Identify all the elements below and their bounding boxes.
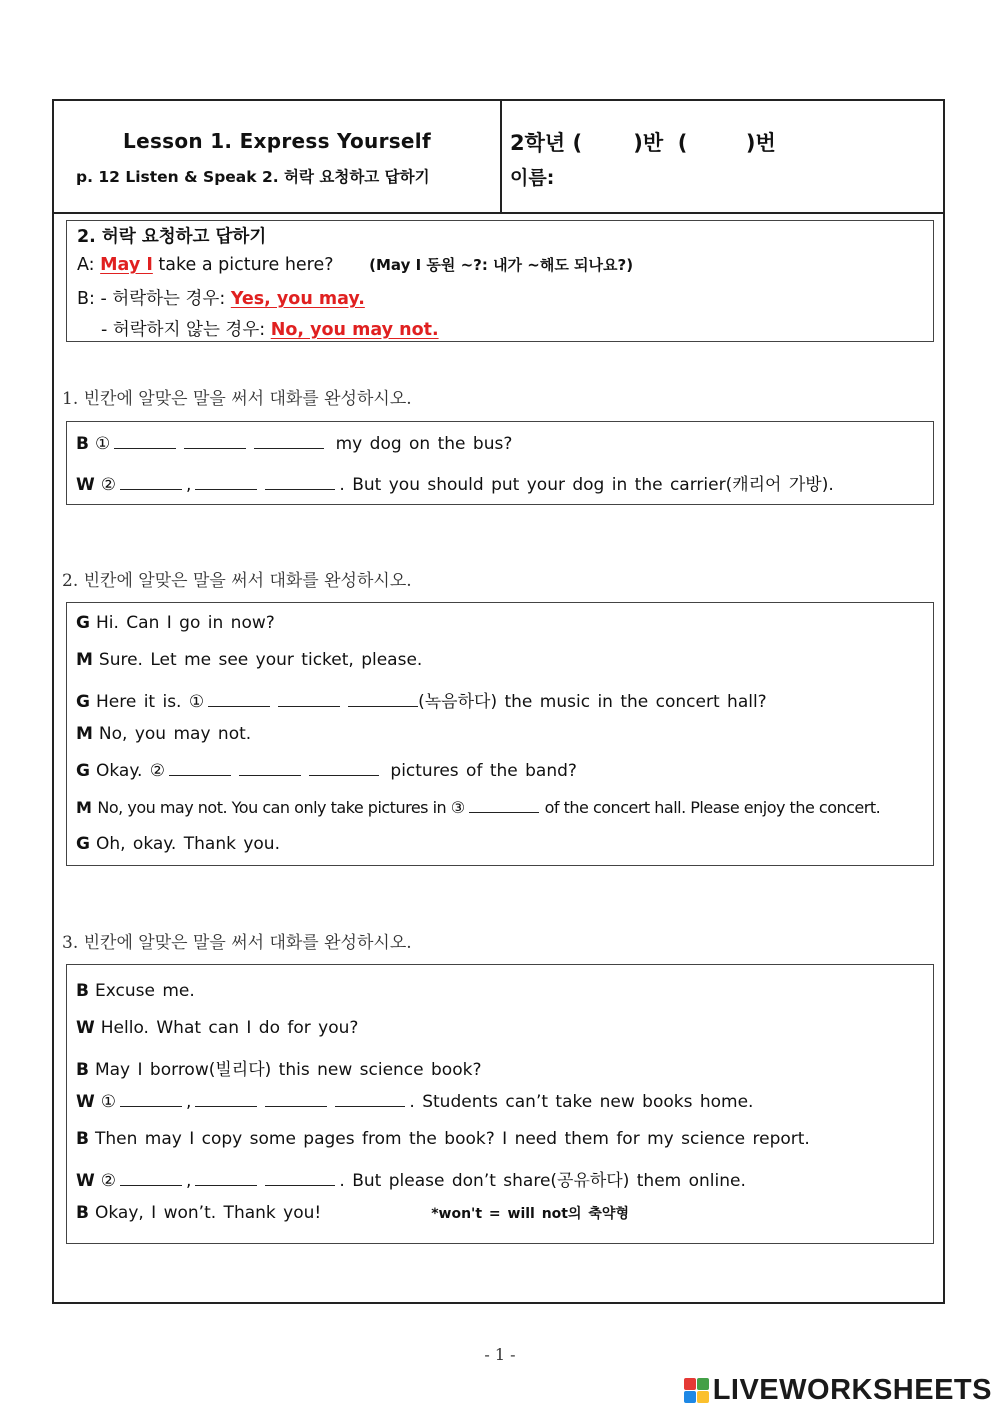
q2-line-5 xyxy=(76,761,577,781)
q2-line-3 xyxy=(76,687,767,712)
worksheet-header xyxy=(54,101,943,214)
speaker-label: B xyxy=(76,1129,89,1149)
logo-square xyxy=(684,1378,696,1390)
q3-line-3 xyxy=(76,1055,481,1080)
answer-blank[interactable] xyxy=(195,1171,257,1186)
q2-line-4 xyxy=(76,724,251,744)
q3-line-7 xyxy=(76,1203,629,1223)
q1-line-1-text: my dog on the bus? xyxy=(335,434,513,454)
info-title: 2. 허락 요청하고 답하기 xyxy=(77,227,267,247)
logo-square xyxy=(684,1391,696,1403)
lesson-info-cell xyxy=(54,101,502,212)
q3-line-1 xyxy=(76,981,195,1001)
answer-blank[interactable] xyxy=(195,1092,257,1107)
answer-blank[interactable] xyxy=(265,475,335,490)
info-a-note: (May I 동원 ~?: 내가 ~해도 되나요?) xyxy=(369,256,634,274)
speaker-label: G xyxy=(76,761,90,781)
grammar-info-box xyxy=(66,220,934,342)
dialogue-text: pictures of the band? xyxy=(390,761,577,781)
dialogue-text: of the concert hall. Please enjoy the concert. xyxy=(544,798,881,817)
q3-line-6 xyxy=(76,1166,746,1191)
q3-line-5 xyxy=(76,1129,810,1149)
info-b-prefix: B: - 허락하는 경우: xyxy=(77,289,226,309)
answer-blank[interactable] xyxy=(309,761,379,776)
q2-line-2 xyxy=(76,650,422,670)
speaker-label: G xyxy=(76,613,90,633)
dialogue-text: Excuse me. xyxy=(94,981,195,1001)
blank-number: ② xyxy=(100,1171,117,1191)
info-c-answer: No, you may not. xyxy=(270,320,439,340)
q3-dialogue-box xyxy=(66,964,934,1244)
speaker-label: W xyxy=(76,475,95,495)
liveworksheets-icon xyxy=(684,1378,709,1403)
q2-line-7 xyxy=(76,834,280,854)
dialogue-text: Hello. What can I do for you? xyxy=(100,1018,359,1038)
blank-number: ② xyxy=(100,475,117,495)
speaker-label: W xyxy=(76,1018,95,1038)
answer-blank[interactable] xyxy=(114,434,176,449)
q1-title: 1. 빈칸에 알맞은 말을 써서 대화를 완성하시오. xyxy=(62,389,412,409)
speaker-label: M xyxy=(76,724,93,744)
answer-blank[interactable] xyxy=(120,475,182,490)
dialogue-text: . Students can’t take new books home. xyxy=(409,1092,754,1112)
speaker-label: B xyxy=(76,1203,89,1223)
answer-blank[interactable] xyxy=(335,1092,405,1107)
dialogue-text: Okay, I won’t. Thank you! xyxy=(94,1203,322,1223)
logo-square xyxy=(697,1391,709,1403)
logo-square xyxy=(697,1378,709,1390)
speaker-label: G xyxy=(76,834,90,854)
q2-title: 2. 빈칸에 알맞은 말을 써서 대화를 완성하시오. xyxy=(62,571,412,591)
q1-line-1 xyxy=(76,434,512,454)
speaker-label: M xyxy=(76,650,93,670)
dialogue-text: (녹음하다) the music in the concert hall? xyxy=(418,692,767,712)
answer-blank[interactable] xyxy=(265,1171,335,1186)
dialogue-text: May I borrow(빌리다) this new science book? xyxy=(94,1060,482,1080)
q3-line-4 xyxy=(76,1092,753,1112)
answer-blank[interactable] xyxy=(278,692,340,707)
q1-dialogue-box xyxy=(66,421,934,505)
info-b-answer: Yes, you may. xyxy=(230,289,365,309)
speaker-label: G xyxy=(76,692,90,712)
info-a-rest: take a picture here? xyxy=(158,255,334,275)
answer-blank[interactable] xyxy=(254,434,324,449)
answer-blank[interactable] xyxy=(169,761,231,776)
q2-line-6 xyxy=(76,798,880,817)
brand-logo xyxy=(684,1374,992,1407)
lesson-subtitle: p. 12 Listen & Speak 2. 허락 요청하고 답하기 xyxy=(76,168,430,186)
q2-dialogue-box xyxy=(66,602,934,866)
q3-line-2 xyxy=(76,1018,358,1038)
answer-blank[interactable] xyxy=(184,434,246,449)
dialogue-text: Okay. ② xyxy=(95,761,165,781)
info-a-prefix: A: xyxy=(77,255,95,275)
info-a-answer: May I xyxy=(100,255,153,275)
dialogue-text: No, you may not. You can only take pictures in ③ xyxy=(97,798,465,817)
blank-number: ① xyxy=(100,1092,117,1112)
dialogue-text: Sure. Let me see your ticket, please. xyxy=(98,650,423,670)
answer-blank[interactable] xyxy=(208,692,270,707)
answer-blank[interactable] xyxy=(120,1171,182,1186)
info-c-prefix: - 허락하지 않는 경우: xyxy=(101,320,266,340)
contraction-note: *won't = will not의 축약형 xyxy=(431,1206,629,1222)
dialogue-text: . But please don’t share(공유하다) them online. xyxy=(339,1171,746,1191)
speaker-label: B xyxy=(76,434,89,454)
page-number: - 1 - xyxy=(484,1345,516,1364)
brand-name: LIVEWORKSHEETS xyxy=(712,1374,992,1406)
dialogue-text: Hi. Can I go in now? xyxy=(95,613,275,633)
answer-blank[interactable] xyxy=(469,798,539,813)
comma: , xyxy=(186,1092,192,1112)
speaker-label: W xyxy=(76,1092,95,1112)
dialogue-text: Then may I copy some pages from the book? I need them for my science report. xyxy=(94,1129,810,1149)
worksheet-frame xyxy=(52,99,945,1304)
answer-blank[interactable] xyxy=(265,1092,327,1107)
class-number-field[interactable]: 2학년 ( )반 ( )번 xyxy=(510,131,776,155)
dialogue-text: No, you may not. xyxy=(98,724,252,744)
q3-title: 3. 빈칸에 알맞은 말을 써서 대화를 완성하시오. xyxy=(62,933,412,953)
info-line-b xyxy=(77,285,365,310)
q2-line-1 xyxy=(76,613,275,633)
info-line-a xyxy=(77,254,633,275)
answer-blank[interactable] xyxy=(348,692,418,707)
speaker-label: W xyxy=(76,1171,95,1191)
speaker-label: M xyxy=(76,798,92,817)
answer-blank[interactable] xyxy=(195,475,257,490)
dialogue-text: Here it is. ① xyxy=(95,692,205,712)
answer-blank[interactable] xyxy=(120,1092,182,1107)
blank-number: ① xyxy=(94,434,111,454)
speaker-label: B xyxy=(76,981,89,1001)
info-line-c xyxy=(101,316,439,341)
name-field[interactable]: 이름: xyxy=(510,167,555,189)
lesson-title: Lesson 1. Express Yourself xyxy=(123,129,431,153)
comma: , xyxy=(186,1171,192,1191)
answer-blank[interactable] xyxy=(239,761,301,776)
q1-line-2 xyxy=(76,470,834,495)
speaker-label: B xyxy=(76,1060,89,1080)
comma: , xyxy=(186,475,192,495)
student-info-cell xyxy=(502,101,943,212)
q1-line-2-text: . But you should put your dog in the carrier(캐리어 가방). xyxy=(339,475,834,495)
dialogue-text: Oh, okay. Thank you. xyxy=(95,834,280,854)
